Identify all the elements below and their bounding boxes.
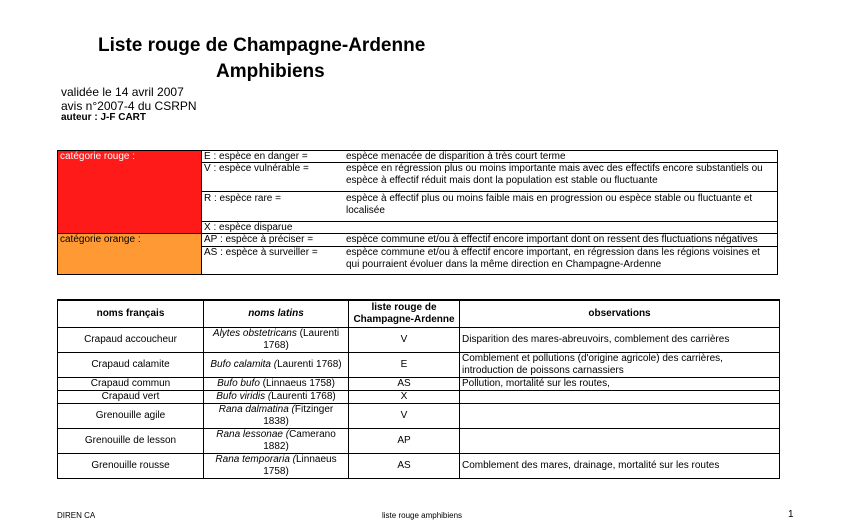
table-row — [58, 403, 780, 428]
observations — [460, 403, 780, 428]
legend-desc-as: espèce commune et/ou à effectif encore important, en régression dans les régions voisines et qui pourraient évoluer dans la même direction en Champagne-Ardenne — [346, 247, 760, 270]
red-list-category: X — [349, 390, 460, 403]
red-list-category: AP — [349, 428, 460, 453]
latin-name — [204, 390, 349, 403]
species-table — [57, 299, 780, 479]
notice-number: avis n°2007-4 du CSRPN — [61, 99, 197, 113]
legend-desc-ap: espèce commune et/ou à effectif encore important dont on ressent des fluctuations négatives — [346, 234, 758, 245]
latin-name — [204, 403, 349, 428]
latin-authority: Laurenti 1768) — [271, 390, 336, 402]
observations: Disparition des mares-abreuvoirs, comblement des carrières — [460, 327, 780, 352]
document-subtitle: Amphibiens — [216, 61, 325, 82]
header-latin-name: noms latins — [204, 300, 349, 327]
author: auteur : J-F CART — [61, 112, 146, 123]
legend-divider — [201, 191, 778, 192]
french-name: Grenouille de lesson — [58, 428, 204, 453]
legend-border — [57, 150, 58, 274]
latin-authority: (Laurenti 1768) — [263, 327, 340, 351]
latin-authority: Laurenti 1768) — [277, 358, 342, 370]
latin-genus-species: Bufo bufo — [217, 377, 260, 389]
red-list-category: AS — [349, 377, 460, 390]
legend-desc-v: espèce en régression plus ou moins importante mais avec des effectifs encore substantiels ou espèce à effectif réduit mais dont la population est stable ou fluctuante — [346, 163, 763, 186]
header-french-name: noms français — [58, 300, 204, 327]
latin-authority: (Linnaeus 1758) — [259, 377, 335, 389]
legend-code-v: V : espèce vulnérable = — [204, 163, 309, 174]
header-observations: observations — [460, 300, 780, 327]
french-name: Crapaud accoucheur — [58, 327, 204, 352]
latin-genus-species: Rana dalmatina ( — [218, 403, 295, 415]
observations: Comblement et pollutions (d'origine agricole) des carrières, introduction de poissons carnassiers — [460, 352, 780, 377]
footer-left: DIREN CA — [57, 511, 96, 520]
latin-genus-species: Alytes obstetricans — [212, 327, 297, 339]
legend-divider — [201, 246, 778, 247]
legend-divider — [57, 233, 778, 234]
table-row — [58, 453, 780, 478]
latin-name — [204, 352, 349, 377]
red-list-category: V — [349, 327, 460, 352]
observations: Comblement des mares, drainage, mortalité sur les routes — [460, 453, 780, 478]
legend-code-ap: AP : espèce à préciser = — [204, 234, 314, 245]
legend-desc-e: espèce menacée de disparition à très court terme — [346, 151, 566, 162]
french-name: Grenouille rousse — [58, 453, 204, 478]
legend-divider — [201, 221, 778, 222]
legend-code-x: X : espèce disparue — [204, 222, 293, 233]
table-row — [58, 428, 780, 453]
latin-name — [204, 377, 349, 390]
page-number: 1 — [788, 509, 794, 520]
table-row — [58, 352, 780, 377]
table-row — [58, 327, 780, 352]
latin-name — [204, 453, 349, 478]
header-red-list: liste rouge de Champagne-Ardenne — [349, 300, 460, 327]
latin-authority: Camerano 1882) — [263, 428, 336, 452]
french-name: Crapaud commun — [58, 377, 204, 390]
red-category-label: catégorie rouge : — [57, 150, 201, 233]
document-title: Liste rouge de Champagne-Ardenne — [98, 35, 426, 56]
category-legend — [57, 150, 778, 274]
legend-border — [57, 150, 778, 151]
validation-date: validée le 14 avril 2007 — [61, 85, 184, 99]
table-row — [58, 377, 780, 390]
french-name: Crapaud calamite — [58, 352, 204, 377]
legend-divider — [201, 162, 778, 163]
latin-name — [204, 428, 349, 453]
orange-category-label: catégorie orange : — [57, 233, 201, 274]
latin-authority: Linnaeus 1758) — [263, 453, 337, 477]
red-list-category: E — [349, 352, 460, 377]
observations — [460, 390, 780, 403]
legend-desc-r: espèce à effectif plus ou moins faible mais en progression ou espèce stable ou fluctuante et localisée — [346, 193, 753, 216]
red-list-category: AS — [349, 453, 460, 478]
legend-code-r: R : espèce rare = — [204, 193, 281, 204]
latin-genus-species: Rana temporaria ( — [215, 453, 296, 465]
legend-border — [777, 150, 778, 274]
observations — [460, 428, 780, 453]
legend-code-e: E : espèce en danger = — [204, 151, 308, 162]
legend-border — [201, 150, 202, 274]
legend-code-as: AS : espèce à surveiller = — [204, 247, 318, 258]
table-header-row — [58, 300, 780, 327]
table-row — [58, 390, 780, 403]
latin-genus-species: Rana lessonae ( — [216, 428, 290, 440]
legend-border — [57, 274, 778, 275]
red-list-category: V — [349, 403, 460, 428]
french-name: Crapaud vert — [58, 390, 204, 403]
observations: Pollution, mortalité sur les routes, — [460, 377, 780, 390]
french-name: Grenouille agile — [58, 403, 204, 428]
latin-name — [204, 327, 349, 352]
footer-center: liste rouge amphibiens — [382, 511, 463, 520]
latin-genus-species: Bufo viridis ( — [216, 390, 272, 402]
latin-genus-species: Bufo calamita ( — [210, 358, 278, 370]
latin-authority: Fitzinger 1838) — [263, 403, 334, 427]
